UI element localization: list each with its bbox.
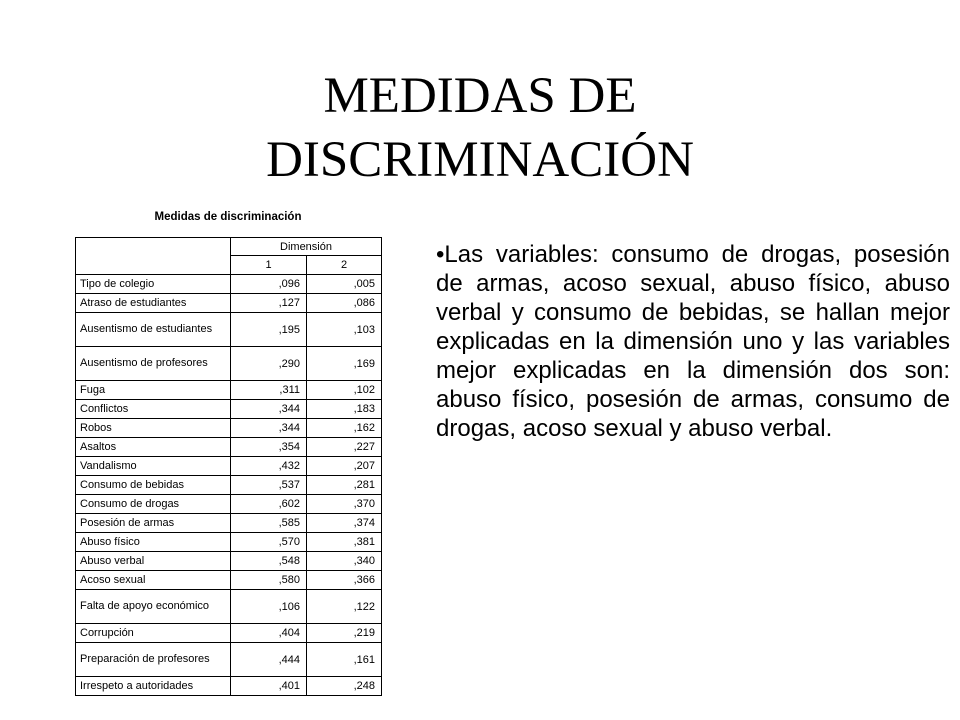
dimension-2-value: ,086: [307, 294, 382, 313]
variable-name-cell: Vandalismo: [76, 457, 231, 476]
dimension-2-value: ,366: [307, 571, 382, 590]
header-blank-cell: [76, 238, 231, 275]
variable-name-cell: Acoso sexual: [76, 571, 231, 590]
table-row: [76, 419, 382, 438]
dimension-2-value: ,219: [307, 624, 382, 643]
table-caption: Medidas de discriminación: [154, 211, 302, 223]
slide-title: [0, 64, 960, 192]
dimension-2-value: ,281: [307, 476, 382, 495]
title-line-1: MEDIDAS DE: [323, 68, 637, 124]
dimension-1-header: 1: [231, 256, 307, 275]
variable-name-cell: Tipo de colegio: [76, 275, 231, 294]
table-row: [76, 313, 382, 347]
dimension-2-value: ,340: [307, 552, 382, 571]
dimension-1-value: ,432: [231, 457, 307, 476]
variable-name-cell: Preparación de profesores: [76, 643, 231, 677]
variable-name-cell: Atraso de estudiantes: [76, 294, 231, 313]
dimension-2-value: ,103: [307, 313, 382, 347]
table-row: [76, 533, 382, 552]
title-line-2: DISCRIMINACIÓN: [266, 132, 694, 188]
dimension-2-value: ,005: [307, 275, 382, 294]
dimension-1-value: ,096: [231, 275, 307, 294]
table-row: [76, 476, 382, 495]
variable-name-cell: Abuso verbal: [76, 552, 231, 571]
variable-name-cell: Fuga: [76, 381, 231, 400]
dimension-1-value: ,195: [231, 313, 307, 347]
dimension-1-value: ,344: [231, 400, 307, 419]
bullet-text: •Las variables: consumo de drogas, posesión de armas, acoso sexual, abuso físico, abuso verbal y consumo de bebidas, se hallan mejor explicadas en la dimensión uno y las variables mejor explicadas en la dimensión dos son: abuso físico, posesión de armas, consumo de drogas, acoso sexual y abuso verbal.: [436, 241, 950, 442]
dimension-1-value: ,127: [231, 294, 307, 313]
table-row: [76, 381, 382, 400]
table-row: [76, 677, 382, 696]
variable-name-cell: Ausentismo de profesores: [76, 347, 231, 381]
dimension-2-value: ,169: [307, 347, 382, 381]
dimension-1-value: ,444: [231, 643, 307, 677]
variable-name-cell: Consumo de drogas: [76, 495, 231, 514]
dimension-2-value: ,122: [307, 590, 382, 624]
table-row: [76, 294, 382, 313]
variable-name-cell: Asaltos: [76, 438, 231, 457]
table-body: [76, 275, 382, 696]
table-row: [76, 590, 382, 624]
variable-name-cell: Ausentismo de estudiantes: [76, 313, 231, 347]
table-row: [76, 571, 382, 590]
dimension-2-value: ,227: [307, 438, 382, 457]
dimension-1-value: ,290: [231, 347, 307, 381]
dimension-header: Dimensión: [231, 238, 382, 256]
table-row: [76, 457, 382, 476]
table-row: [76, 495, 382, 514]
dimension-1-value: ,401: [231, 677, 307, 696]
dimension-1-value: ,548: [231, 552, 307, 571]
dimension-1-value: ,602: [231, 495, 307, 514]
dimension-2-value: ,370: [307, 495, 382, 514]
dimension-1-value: ,580: [231, 571, 307, 590]
dimension-1-value: ,106: [231, 590, 307, 624]
table-row: [76, 643, 382, 677]
dimension-2-value: ,207: [307, 457, 382, 476]
dimension-2-value: ,381: [307, 533, 382, 552]
dimension-2-value: ,162: [307, 419, 382, 438]
table-row: [76, 552, 382, 571]
dimension-1-value: ,311: [231, 381, 307, 400]
table-row: [76, 275, 382, 294]
dimension-1-value: ,585: [231, 514, 307, 533]
discrimination-table: [75, 237, 382, 696]
variable-name-cell: Falta de apoyo económico: [76, 590, 231, 624]
table-row: [76, 347, 382, 381]
dimension-2-value: ,102: [307, 381, 382, 400]
dimension-2-value: ,161: [307, 643, 382, 677]
dimension-1-value: ,404: [231, 624, 307, 643]
table-row: [76, 514, 382, 533]
table-row: [76, 400, 382, 419]
variable-name-cell: Posesión de armas: [76, 514, 231, 533]
dimension-2-value: ,374: [307, 514, 382, 533]
dimension-2-header: 2: [307, 256, 382, 275]
variable-name-cell: Conflictos: [76, 400, 231, 419]
table-row: [76, 438, 382, 457]
dimension-1-value: ,344: [231, 419, 307, 438]
variable-name-cell: Consumo de bebidas: [76, 476, 231, 495]
variable-name-cell: Irrespeto a autoridades: [76, 677, 231, 696]
dimension-2-value: ,248: [307, 677, 382, 696]
variable-name-cell: Corrupción: [76, 624, 231, 643]
variable-name-cell: Abuso físico: [76, 533, 231, 552]
dimension-1-value: ,570: [231, 533, 307, 552]
table-row: [76, 624, 382, 643]
dimension-1-value: ,537: [231, 476, 307, 495]
dimension-1-value: ,354: [231, 438, 307, 457]
variable-name-cell: Robos: [76, 419, 231, 438]
dimension-2-value: ,183: [307, 400, 382, 419]
